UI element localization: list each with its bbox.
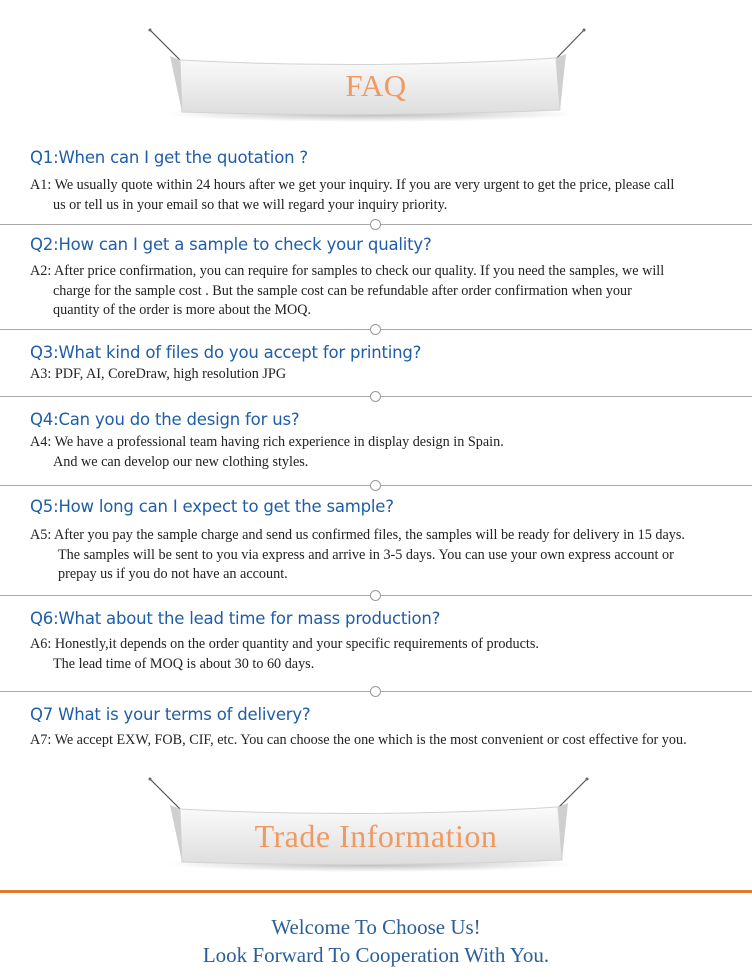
faq-question-3: Q3:What kind of files do you accept for printing?: [30, 343, 422, 362]
faq-answer-3-line-1: A3: PDF, AI, CoreDraw, high resolution JPG: [30, 366, 287, 382]
divider-circle-icon: [370, 391, 381, 402]
faq-answer-5-line-2: The samples will be sent to you via express and arrive in 3-5 days. You can use your own express account or: [58, 546, 674, 563]
faq-answer-5-line-1: A5: After you pay the sample charge and send us confirmed files, the samples will be ready for delivery in 15 days.: [30, 527, 685, 543]
faq-question-2: Q2:How can I get a sample to check your quality?: [30, 235, 432, 254]
divider-circle-icon: [370, 219, 381, 230]
faq-answer-7: [30, 731, 735, 751]
faq-divider-1: [0, 219, 752, 231]
footer-welcome-line: Welcome To Choose Us!: [271, 915, 481, 939]
faq-question-6: Q6:What about the lead time for mass production?: [30, 609, 441, 628]
faq-divider-5: [0, 590, 752, 602]
trade-banner-title: Trade Information: [254, 818, 498, 854]
faq-answer-1-line-1: A1: We usually quote within 24 hours after we get your inquiry. If you are very urgent to get the price, please call: [30, 177, 675, 193]
faq-answer-1-line-2: us or tell us in your email so that we will regard your inquiry priority.: [53, 196, 448, 213]
faq-banner-title: FAQ: [345, 68, 407, 103]
faq-answer-6: [30, 635, 735, 674]
faq-answer-7-line-1: A7: We accept EXW, FOB, CIF, etc. You can choose the one which is the most convenient or cost effective for you.: [30, 732, 687, 748]
faq-divider-4: [0, 480, 752, 492]
faq-divider-3: [0, 391, 752, 403]
divider-circle-icon: [370, 324, 381, 335]
faq-question-7: Q7 What is your terms of delivery?: [30, 705, 311, 724]
faq-divider-2: [0, 324, 752, 336]
footer-accent-rule: [0, 890, 752, 893]
divider-circle-icon: [370, 686, 381, 697]
footer-cooperation-line: Look Forward To Cooperation With You.: [202, 943, 550, 967]
faq-answer-2: [30, 262, 735, 321]
faq-question-4: Q4:Can you do the design for us?: [30, 410, 300, 429]
faq-question-1: Q1:When can I get the quotation ?: [30, 148, 308, 167]
faq-answer-2-line-2: charge for the sample cost . But the sample cost can be refundable after order confirmation when your: [53, 282, 632, 299]
divider-circle-icon: [370, 480, 381, 491]
faq-answer-3: [30, 365, 735, 385]
faq-answer-4-line-2: And we can develop our new clothing styles.: [53, 453, 309, 470]
faq-answer-2-line-1: A2: After price confirmation, you can require for samples to check our quality. If you need the samples, we will: [30, 263, 665, 279]
faq-answer-4-line-1: A4: We have a professional team having rich experience in display design in Spain.: [30, 434, 504, 450]
faq-answer-2-line-3: quantity of the order is more about the MOQ.: [53, 302, 312, 318]
faq-answer-5-line-3: prepay us if you do not have an account.: [58, 566, 288, 582]
faq-question-5: Q5:How long can I expect to get the sample?: [30, 497, 394, 516]
faq-answer-4: [30, 433, 735, 472]
faq-answer-1: [30, 176, 735, 215]
faq-divider-6: [0, 686, 752, 698]
faq-answer-5: [30, 526, 735, 585]
faq-answer-6-line-1: A6: Honestly,it depends on the order quantity and your specific requirements of products.: [30, 636, 539, 652]
divider-circle-icon: [370, 590, 381, 601]
faq-answer-6-line-2: The lead time of MOQ is about 30 to 60 days.: [53, 655, 315, 672]
